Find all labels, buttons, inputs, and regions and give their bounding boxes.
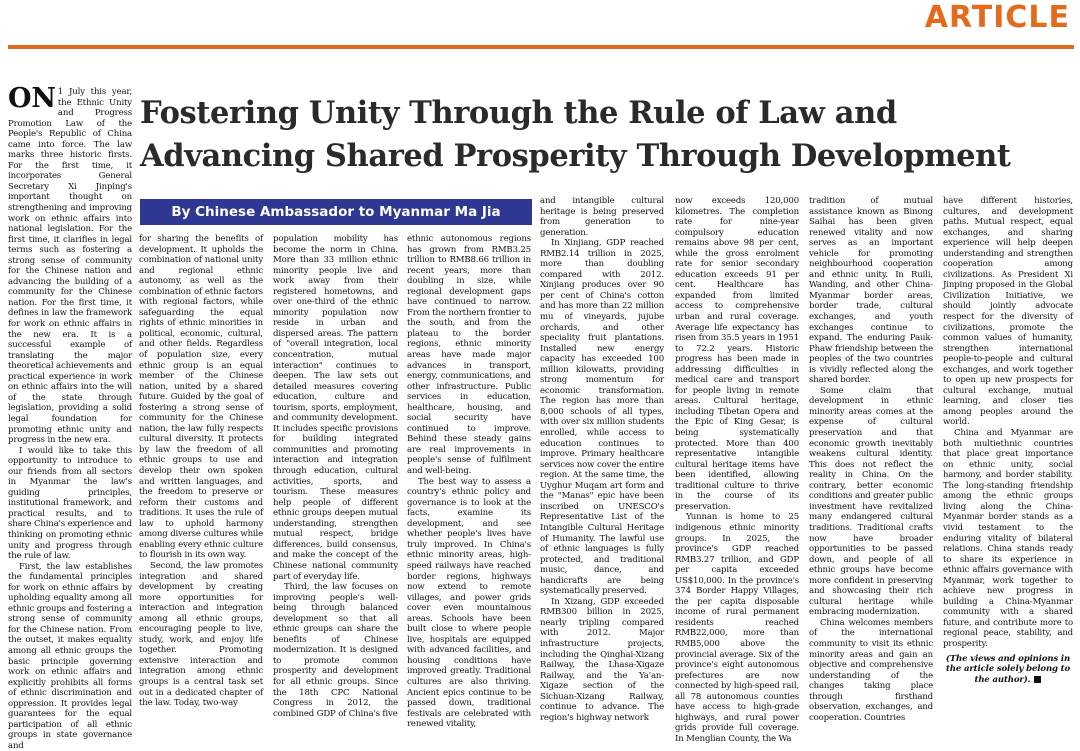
section-label: ARTICLE <box>924 0 1070 35</box>
intro-paragraph-3: First, the law establishes the fundamental principles for work on ethnic affairs by upholding equality among all ethnic groups and fostering a strong sense of community for the Chinese nation. From the outset, it makes equality among all ethnic groups the basic principle governing work on ethnic affairs and explicitly prohibits all forms of ethnic discrimination and oppression. It provides legal guarantees for the equal participation of all ethnic groups in state governance and <box>8 561 132 751</box>
paragraph: ethnic autonomous regions has grown from RMB3.25 trillion to RMB8.66 trillion in recent years, more than doubling in size, while regional development gaps have continued to narrow. From the northern frontier to the south, and from the plateau to the border regions, ethnic minority areas have made major advances in transport, energy, communications, and other infrastructure. Public services in education, healthcare, housing, and social security have continued to improve. Behind these steady gains are real improvements in people's sense of fulfilment and well-being. <box>407 234 531 477</box>
section-rule <box>8 45 1074 49</box>
intro-lead-text: 1 July this year, the Ethnic Unity and Progress Promotion Law of the People's Republic of China came into force. The law marks three historic firsts. For the first time, it incorporates General Secretary Xi Jinping's important thought on strengthening and improving work on ethnic affairs into national legislation. For the first time, it clarifies in legal terms such as fostering a strong sense of community for the Chinese nation and advancing the building of a community for the Chinese nation. For the first time, it defines in law the framework for work on ethnic affairs in the new era. It is a successful example of translating the major theoretical achievements and practical experience in work on ethnic affairs into the will of the state through legislation, providing a solid legal foundation for promoting ethnic unity and progress in the new era. <box>8 87 132 446</box>
paragraph: Third, the law focuses on improving people's well-being through balanced development so that all ethnic groups can share the benefits of Chinese modernization. It is designed to promote common prosperity and development for all ethnic groups. Since the 18th CPC National Congress in 2012, the combined GDP of China's five <box>273 582 398 719</box>
article-column-7 <box>943 196 1073 693</box>
disclaimer-text: (The views and opinions in the article solely belong to the author). <box>945 653 1071 685</box>
article-column-1 <box>139 234 263 709</box>
paragraph: Yunnan is home to 25 indigenous ethnic minority groups. In 2025, the province's GDP reached RMB3.27 trillion, and GDP per capita exceeded US$10,000. In the province's 374 Border Happy Villages, the per capita disposable income of rural permanent residents reached RMB22,000, more than RMB5,000 above the provincial average. Six of the province's eight autonomous prefectures are now connected by high-speed rail, all 78 autonomous counties have access to high-grade highways, and rural power grids provide full coverage. In Menglian County, the Wa <box>675 512 799 744</box>
byline: By Chinese Ambassador to Myanmar Ma Jia <box>140 199 532 225</box>
paragraph: for sharing the benefits of development. It upholds the combination of national unity and regional ethnic autonomy, as well as the combination of ethnic factors with regional factors, while safeguarding the equal rights of ethnic minorities in political, economic, cultural, and other fields. Regardless of population size, every ethnic group is an equal member of the Chinese nation, united by a shared future. Guided by the goal of fostering a strong sense of community for the Chinese nation, the law fully respects cultural diversity. It protects by law the freedom of all ethnic groups to use and develop their own spoken and written languages, and the freedom to preserve or reform their customs and traditions. It uses the rule of law to uphold harmony among diverse cultures while enabling every ethnic culture to flourish in its own way. <box>139 234 263 561</box>
article-column-5 <box>675 196 799 744</box>
intro-paragraph-1 <box>8 83 132 446</box>
disclaimer <box>943 654 1073 686</box>
article-column-6 <box>809 196 933 723</box>
intro-column <box>8 83 132 751</box>
paragraph: tradition of mutual assistance known as Binong Saihai has been given renewed vitality and now serves as an important vehicle for promoting neighbourhood cooperation and ethnic unity. In Ruili, Wanding, and other China-Myanmar border areas, border trade, cultural exchanges, and youth exchanges continue to expand. The enduring Pauk-Phaw friendship between the peoples of the two countries is vividly reflected along the shared border. <box>809 196 933 386</box>
paragraph: Second, the law promotes integration and shared development by creating more opportunities for interaction and integration among all ethnic groups, encouraging people to live, study, work, and enjoy life together. Promoting extensive interaction and integration among ethnic groups is a central task set out in a dedicated chapter of the law. Today, two-way <box>139 560 263 709</box>
paragraph: In Xinjiang, GDP reached RMB2.14 trillion in 2025, more than doubling compared with 2012. Xinjiang produces over 90 per cent of China's cotton and has more than 22 million mu of vineyards, jujube orchards, and other speciality fruit plantations. Installed new energy capacity has exceeded 100 million kilowatts, providing strong momentum for economic transformation. The region has more than 8,000 schools of all types, with over six million students enrolled, while access to education continues to improve. Primary healthcare services now cover the entire region. At the same time, the Uyghur Muqam art form and the "Manas" epic have been inscribed on UNESCO's Representative List of the Intangible Cultural Heritage of Humanity. The lawful use of ethnic languages is fully protected, and traditional music, dance, and handicrafts are being systematically preserved. <box>540 238 664 597</box>
paragraph: population mobility has become the norm in China. More than 33 million ethnic minority people live and work away from their registered hometowns, and over one-third of the ethnic minority population now reside in urban and dispersed areas. The pattern of "overall integration, local concentration, mutual interaction" continues to deepen. The law sets out detailed measures covering education, culture and tourism, sports, employment, and community development. It includes specific provisions for building integrated communities and promoting interaction and integration through education, cultural activities, sports, and tourism. These measures help people of different ethnic groups deepen mutual understanding, strengthen mutual respect, bridge differences, build consensus, and make the concept of the Chinese national community part of everyday life. <box>273 234 398 582</box>
article-column-3 <box>407 234 531 730</box>
end-mark-icon <box>1034 676 1041 683</box>
headline: Fostering Unity Through the Rule of Law and Advancing Shared Prosperity Through Development <box>140 95 1011 174</box>
paragraph: and intangible cultural heritage is being preserved from generation to generation. <box>540 196 664 238</box>
paragraph: now exceeds 120,000 kilometres. The completion rate for nine-year compulsory education remains above 98 per cent, while the gross enrolment rate for senior secondary education exceeds 91 per cent. Healthcare has expanded from limited access to comprehensive urban and rural coverage. Average life expectancy has risen from 35.5 years in 1951 to 72.2 years. Historic progress has been made in addressing difficulties in medical care and transport for people living in remote areas. Cultural heritage, including Tibetan Opera and the Epic of King Gesar, is being systematically protected. More than 400 representative intangible cultural heritage items have been identified, allowing traditional culture to thrive in the course of its preservation. <box>675 196 799 512</box>
paragraph: In Xizang, GDP exceeded RMB300 billion in 2025, nearly tripling compared with 2012. Major infrastructure projects, including the Qinghai-Xizang Railway, the Lhasa-Xigaze Railway, and the Ya'an-Xigaze section of the Sichuan-Xizang Railway, continue to advance. The region's highway network <box>540 596 664 723</box>
paragraph: The best way to assess a country's ethnic policy and governance is to look at the facts, examine its development, and see whether people's lives have truly improved. In China's ethnic minority areas, high-speed railways have reached border regions, highways now extend to remote villages, and power grids cover even mountainous areas. Schools have been built close to where people live, hospitals are equipped with advanced facilities, and housing conditions have improved greatly. Traditional cultures are also thriving. Ancient epics continue to be passed down, traditional festivals are celebrated with renewed vitality, <box>407 476 531 730</box>
paragraph: Some claim that development in ethnic minority areas comes at the expense of cultural preservation and that economic growth inevitably weakens cultural identity. This does not reflect the reality in China. On the contrary, better economic conditions and greater public investment have revitalized many endangered cultural traditions. Traditional crafts now have broader opportunities to be passed down, and people of all ethnic groups have become more confident in preserving and showcasing their rich cultural heritage while embracing modernization. <box>809 385 933 618</box>
paragraph: China welcomes members of the international community to visit its ethnic minority areas and gain an objective and comprehensive understanding of the changes taking place through firsthand observation, exchanges, and cooperation. Countries <box>809 617 933 723</box>
dropcap: ON <box>8 83 56 114</box>
intro-paragraph-2: I would like to take this opportunity to introduce to our friends from all sectors in Myanmar the law's guiding principles, institutional framework, and practical results, and to share China's experience and thinking on promoting ethnic unity and progress through the rule of law. <box>8 445 132 562</box>
article-column-4 <box>540 196 664 723</box>
paragraph: China and Myanmar are both multiethnic countries that place great importance on ethnic unity, social harmony, and border stability. The long-standing friendship among the ethnic groups living along the China-Myanmar border stands as a vivid testament to the enduring vitality of bilateral relations. China stands ready to share its experience in ethnic affairs governance with Myanmar, work together to achieve new progress in building a China-Myanmar community with a shared future, and contribute more to regional peace, stability, and prosperity. <box>943 428 1073 649</box>
paragraph: have different histories, cultures, and development paths. Mutual respect, equal exchanges, and sharing experience will help deepen understanding and strengthen cooperation among civilizations. As President Xi Jinping proposed in the Global Civilization Initiative, we should jointly advocate respect for the diversity of civilizations, promote the common values of humanity, strengthen international people-to-people and cultural exchanges, and work together to open up new prospects for cultural exchange, mutual learning, and closer ties among peoples around the world. <box>943 196 1073 428</box>
article-column-2 <box>273 234 398 719</box>
